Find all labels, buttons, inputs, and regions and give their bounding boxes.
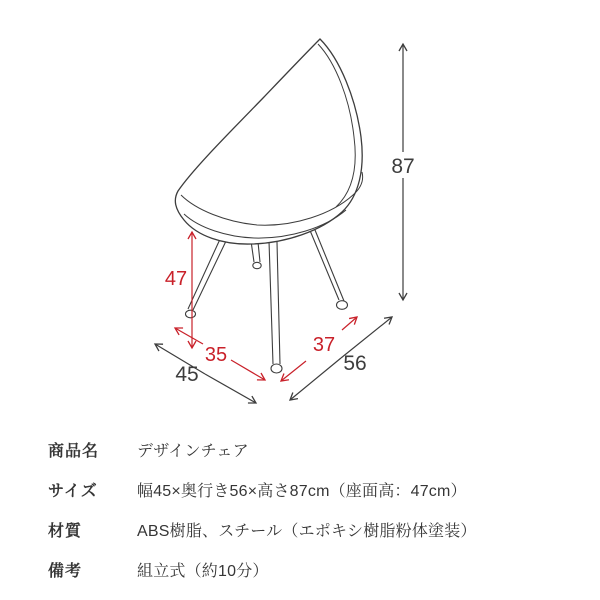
depth-dimension-arrow: [290, 317, 392, 400]
chair-foot-back-right: [253, 262, 261, 268]
spec-value: ABS樹脂、スチール（エポキシ樹脂粉体塗装）: [137, 522, 477, 540]
chair-shell: [175, 39, 362, 244]
chair-leg-back-left: [188, 237, 227, 310]
chair-shell-outline: [175, 39, 362, 244]
spec-table: [48, 429, 568, 589]
chair-foot-front-left: [271, 364, 282, 373]
front-left-span-dimension-label: 35: [204, 344, 228, 366]
spec-row-size: [48, 469, 568, 509]
spec-row-material: [48, 509, 568, 549]
depth-dimension-label: 56: [343, 352, 367, 375]
chair-leg-front-right: [309, 228, 344, 301]
chair-leg-front-left: [269, 241, 280, 364]
dimension-arrows-red: [175, 232, 357, 381]
spec-row-notes: [48, 549, 568, 589]
width-dimension-label: 45: [175, 363, 199, 386]
spec-row-product-name: [48, 429, 568, 469]
chair-foot-front-right: [337, 301, 348, 310]
seat-height-dimension-label: 47: [164, 268, 188, 290]
spec-value: 幅45×奥行き56×高さ87cm（座面高：47cm）: [137, 482, 467, 500]
chair-foot-back-left: [186, 310, 196, 318]
spec-label: 材質: [48, 522, 83, 540]
spec-label: 備考: [48, 562, 83, 580]
spec-value: デザインチェア: [137, 442, 249, 460]
height-dimension-label: 87: [391, 155, 415, 178]
spec-label: 商品名: [48, 442, 100, 460]
spec-value: 組立式（約10分）: [137, 562, 269, 580]
front-right-span-dimension-label: 37: [312, 334, 336, 356]
spec-label: サイズ: [48, 482, 98, 500]
